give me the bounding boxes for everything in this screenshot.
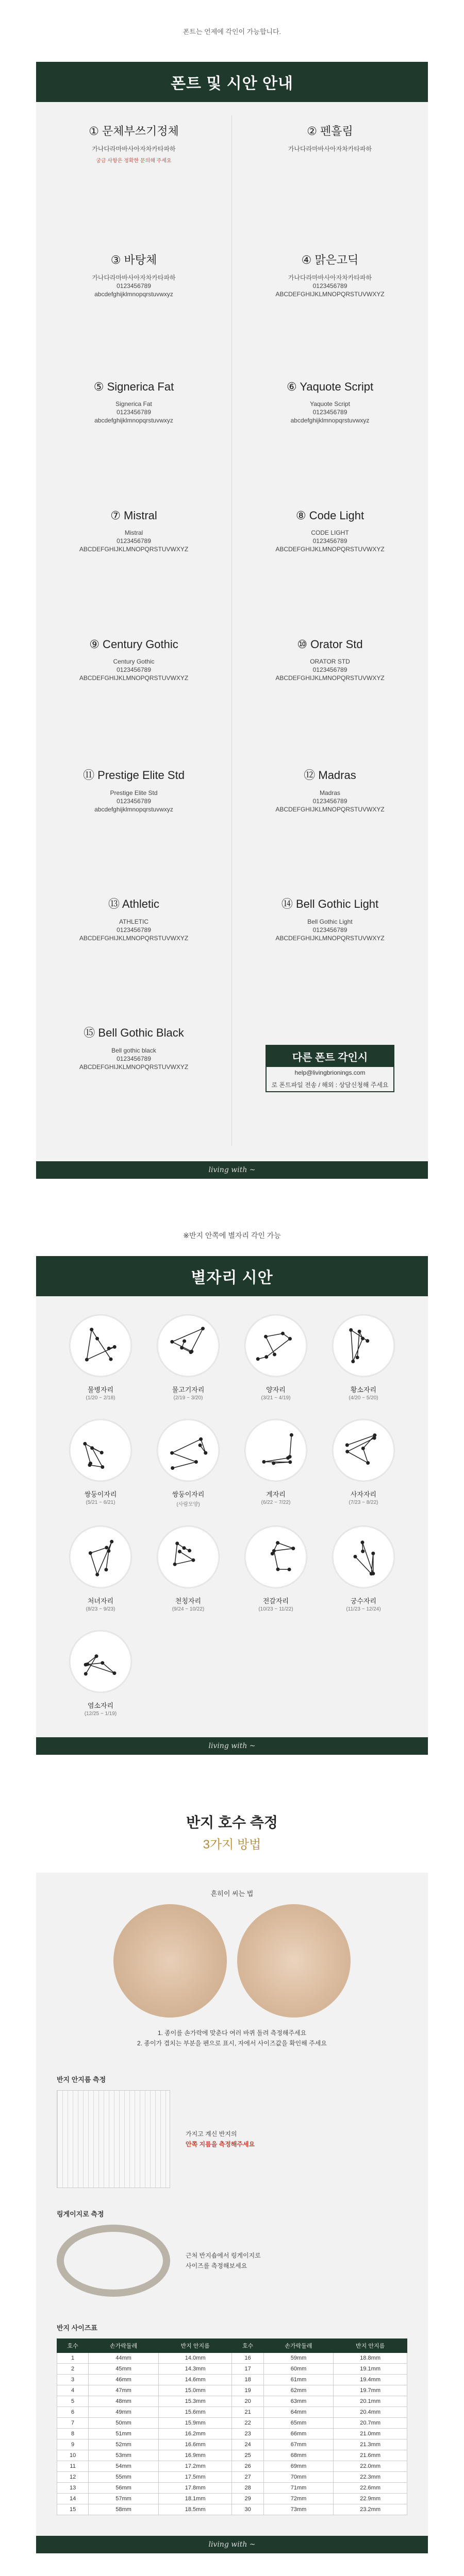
custom-font-note: 로 폰트파일 전송 / 해외 : 상담신청해 주세요 — [271, 1081, 389, 1089]
method3-label: 링게이지로 측정 — [57, 2210, 104, 2218]
constellation-icon — [245, 1526, 307, 1588]
constellation-icon — [70, 1419, 131, 1481]
font-sample: 0123456789 — [312, 798, 347, 805]
table-row — [57, 2504, 407, 2515]
custom-font-email[interactable]: help@livingbrionings.com — [294, 1069, 366, 1076]
table-cell: 44mm — [89, 2353, 159, 2364]
zodiac-date: (10/23 ~ 11/22) — [258, 1606, 293, 1612]
table-cell: 23.2mm — [334, 2504, 407, 2515]
table-cell: 15.9mm — [158, 2418, 232, 2429]
table-cell: 68mm — [263, 2450, 334, 2461]
table-cell: 27 — [232, 2472, 263, 2483]
table-cell: 61mm — [263, 2375, 334, 2385]
zodiac-date: (7/23 ~ 8/22) — [349, 1500, 378, 1505]
size-table-header-cell: 호수 — [57, 2339, 89, 2353]
table-cell: 64mm — [263, 2407, 334, 2418]
font-cta-cell — [232, 1017, 428, 1146]
table-cell: 58mm — [89, 2504, 159, 2515]
table-cell: 21.3mm — [334, 2439, 407, 2450]
size-table-header-cell: 반지 안지름 — [158, 2339, 232, 2353]
font-sample: Madras — [319, 789, 340, 796]
zodiac-item — [144, 1526, 232, 1612]
zodiac-item — [57, 1419, 144, 1507]
table-cell: 17.5mm — [158, 2472, 232, 2483]
table-cell: 16.6mm — [158, 2439, 232, 2450]
table-cell: 22.3mm — [334, 2472, 407, 2483]
constellation-icon — [157, 1419, 219, 1481]
method2-text — [186, 2129, 255, 2149]
font-sample: Century Gothic — [113, 658, 155, 665]
table-row — [57, 2407, 407, 2418]
zodiac-name: 양자리 — [266, 1386, 286, 1394]
zodiac-name: 전갈자리 — [262, 1597, 289, 1605]
font-name: ⑦ Mistral — [110, 509, 157, 522]
table-cell: 13 — [57, 2483, 89, 2494]
zodiac-intro: ※반지 안쪽에 별자리 각인 가능 — [183, 1231, 281, 1240]
table-cell: 62mm — [263, 2385, 334, 2396]
method2-row — [57, 2090, 407, 2188]
table-cell: 22.9mm — [334, 2494, 407, 2504]
font-sample: 0123456789 — [117, 1055, 151, 1062]
zodiac-title: 별자리 시안 — [36, 1256, 428, 1296]
table-cell: 18 — [232, 2375, 263, 2385]
table-cell: 15.6mm — [158, 2407, 232, 2418]
table-cell: 19.4mm — [334, 2375, 407, 2385]
font-sample: 0123456789 — [312, 926, 347, 934]
zodiac-item — [232, 1315, 320, 1401]
table-cell: 71mm — [263, 2483, 334, 2494]
font-card — [36, 631, 232, 759]
table-cell: 14 — [57, 2494, 89, 2504]
size-table-header-cell: 손가락둘레 — [89, 2339, 159, 2353]
table-cell: 21.6mm — [334, 2450, 407, 2461]
zodiac-name: 처녀자리 — [87, 1597, 114, 1605]
font-sample: Yaquote Script — [310, 400, 350, 408]
zodiac-item — [57, 1315, 144, 1401]
table-cell: 5 — [57, 2396, 89, 2407]
size-table — [57, 2338, 407, 2515]
zodiac-name: 쌍둥이자리 — [84, 1490, 117, 1498]
table-row — [57, 2450, 407, 2461]
font-name: ② 펜흘림 — [307, 125, 353, 138]
ring-footer: living with ~ — [36, 2536, 428, 2553]
font-name: ⑧ Code Light — [295, 509, 364, 522]
constellation-icon — [333, 1419, 394, 1481]
font-name: ⑪ Prestige Elite Std — [83, 769, 185, 782]
zodiac-item — [57, 1631, 144, 1717]
font-sample: abcdefghijklmnopqrstuvwxyz — [94, 291, 173, 298]
zodiac-name: 천칭자리 — [175, 1597, 202, 1605]
table-cell: 11 — [57, 2461, 89, 2472]
table-cell: 15.3mm — [158, 2396, 232, 2407]
font-grid — [36, 102, 428, 1161]
table-cell: 10 — [57, 2450, 89, 2461]
font-sample: 0123456789 — [312, 282, 347, 290]
zodiac-item — [232, 1419, 320, 1507]
table-cell: 29 — [232, 2494, 263, 2504]
zodiac-date: (사람모양) — [176, 1502, 200, 1507]
table-cell: 4 — [57, 2385, 89, 2396]
zodiac-name: 염소자리 — [87, 1702, 114, 1709]
table-cell: 59mm — [263, 2353, 334, 2364]
font-sample: ABCDEFGHIJKLMNOPQRSTUVWXYZ — [275, 806, 385, 813]
table-cell: 1 — [57, 2353, 89, 2364]
constellation-icon — [245, 1315, 307, 1377]
table-cell: 20.4mm — [334, 2407, 407, 2418]
size-table-body — [57, 2353, 407, 2515]
zodiac-date: (8/23 ~ 9/23) — [86, 1606, 115, 1612]
table-cell: 25 — [232, 2450, 263, 2461]
font-name: ⑭ Bell Gothic Light — [281, 897, 379, 910]
table-cell: 18.1mm — [158, 2494, 232, 2504]
font-sample: 0123456789 — [117, 666, 151, 673]
font-sample: 0123456789 — [312, 409, 347, 416]
table-cell: 52mm — [89, 2439, 159, 2450]
zodiac-item — [144, 1419, 232, 1507]
zodiac-item — [320, 1315, 407, 1401]
table-cell: 19 — [232, 2385, 263, 2396]
font-card — [36, 759, 232, 888]
hand-paper-image-2 — [237, 1904, 351, 2018]
zodiac-date: (6/22 ~ 7/22) — [261, 1500, 291, 1505]
font-sample: ATHLETIC — [119, 918, 149, 925]
ring-title — [0, 1755, 464, 1852]
font-sample: 0123456789 — [117, 926, 151, 934]
font-note: 궁금 사항은 정확한 문의해 주세요 — [96, 158, 172, 164]
table-cell: 66mm — [263, 2429, 334, 2439]
ruler-ring-image — [57, 2090, 170, 2188]
font-sample: CODE LIGHT — [311, 529, 349, 536]
method1-line1: 1. 종이를 손가락에 맞춘다 여러 바퀴 돌려 측정해주세요 — [157, 2029, 307, 2037]
table-row — [57, 2494, 407, 2504]
zodiac-date: (1/20 ~ 2/18) — [86, 1395, 115, 1401]
constellation-icon — [70, 1315, 131, 1377]
method3-text-2: 사이즈를 측정해보세요 — [186, 2262, 247, 2269]
table-cell: 23 — [232, 2429, 263, 2439]
table-cell: 22.6mm — [334, 2483, 407, 2494]
size-table-header-cell: 호수 — [232, 2339, 263, 2353]
table-cell: 8 — [57, 2429, 89, 2439]
ring-panel — [36, 1873, 428, 2536]
font-name: ⑮ Bell Gothic Black — [84, 1026, 184, 1039]
zodiac-item — [320, 1419, 407, 1507]
zodiac-name: 물병자리 — [87, 1386, 114, 1394]
font-name: ⑨ Century Gothic — [89, 638, 178, 651]
table-cell: 69mm — [263, 2461, 334, 2472]
table-cell: 7 — [57, 2418, 89, 2429]
font-card — [36, 373, 232, 502]
table-cell: 19.1mm — [334, 2364, 407, 2375]
method2-text-2: 안쪽 지름을 측정해주세요 — [186, 2141, 255, 2148]
font-sample: ABCDEFGHIJKLMNOPQRSTUVWXYZ — [79, 1063, 189, 1071]
zodiac-panel — [36, 1256, 428, 1755]
table-cell: 14.0mm — [158, 2353, 232, 2364]
font-guide-footer: living with ~ — [36, 1161, 428, 1179]
font-sample: ABCDEFGHIJKLMNOPQRSTUVWXYZ — [275, 546, 385, 553]
zodiac-name: 궁수자리 — [350, 1597, 377, 1605]
table-cell: 65mm — [263, 2418, 334, 2429]
table-cell: 63mm — [263, 2396, 334, 2407]
zodiac-date: (11/23 ~ 12/24) — [346, 1606, 381, 1612]
size-table-header-cell: 반지 안지름 — [334, 2339, 407, 2353]
font-card — [36, 888, 232, 1017]
font-sample: 가나다라마바사아자차카타파하 — [92, 145, 176, 152]
table-cell: 15.0mm — [158, 2385, 232, 2396]
table-cell: 60mm — [263, 2364, 334, 2375]
font-sample: Bell Gothic Light — [307, 918, 353, 925]
font-card — [232, 759, 428, 888]
size-table-header-cell: 손가락둘레 — [263, 2339, 334, 2353]
table-cell: 50mm — [89, 2418, 159, 2429]
table-row — [57, 2375, 407, 2385]
table-cell: 70mm — [263, 2472, 334, 2483]
font-card — [232, 244, 428, 373]
method2-text-1: 가지고 계신 반지의 — [186, 2130, 237, 2138]
table-cell: 49mm — [89, 2407, 159, 2418]
zodiac-name: 물고기자리 — [172, 1386, 205, 1394]
table-row — [57, 2353, 407, 2364]
font-name: ⑩ Orator Std — [297, 638, 363, 651]
table-row — [57, 2429, 407, 2439]
font-name: ③ 바탕체 — [110, 253, 157, 266]
table-cell: 48mm — [89, 2396, 159, 2407]
font-sample: Signerica Fat — [115, 400, 152, 408]
table-cell: 67mm — [263, 2439, 334, 2450]
font-sample: Prestige Elite Std — [110, 789, 158, 796]
font-sample: 0123456789 — [117, 537, 151, 545]
method1-images — [57, 1904, 407, 2018]
table-cell: 21.0mm — [334, 2429, 407, 2439]
constellation-icon — [245, 1419, 307, 1481]
table-cell: 20.7mm — [334, 2418, 407, 2429]
table-cell: 57mm — [89, 2494, 159, 2504]
font-sample: 가나다라마바사아자차카타파하 — [288, 274, 372, 281]
font-card — [36, 115, 232, 244]
table-cell: 3 — [57, 2375, 89, 2385]
font-sample: 0123456789 — [312, 666, 347, 673]
constellation-icon — [333, 1315, 394, 1377]
table-cell: 15 — [57, 2504, 89, 2515]
zodiac-date: (12/25 ~ 1/19) — [84, 1711, 117, 1717]
table-cell: 18.5mm — [158, 2504, 232, 2515]
ring-footer-wrap — [36, 2536, 428, 2553]
constellation-icon — [157, 1526, 219, 1588]
table-cell: 16.2mm — [158, 2429, 232, 2439]
zodiac-name: 사자자리 — [350, 1490, 377, 1498]
font-sample: 0123456789 — [117, 409, 151, 416]
font-name: ⑫ Madras — [304, 769, 356, 782]
table-cell: 51mm — [89, 2429, 159, 2439]
font-sample: ABCDEFGHIJKLMNOPQRSTUVWXYZ — [275, 935, 385, 942]
font-sample: ABCDEFGHIJKLMNOPQRSTUVWXYZ — [79, 935, 189, 942]
font-card — [232, 373, 428, 502]
font-card — [232, 888, 428, 1017]
table-cell: 14.6mm — [158, 2375, 232, 2385]
table-cell: 2 — [57, 2364, 89, 2375]
table-cell: 16.9mm — [158, 2450, 232, 2461]
font-sample: ABCDEFGHIJKLMNOPQRSTUVWXYZ — [79, 674, 189, 682]
font-card — [36, 502, 232, 631]
font-sample: 0123456789 — [117, 282, 151, 290]
font-card — [232, 631, 428, 759]
table-cell: 14.3mm — [158, 2364, 232, 2375]
table-cell: 22.0mm — [334, 2461, 407, 2472]
method3-text-1: 근처 반지숍에서 링게이지로 — [186, 2252, 261, 2259]
size-table-title: 반지 사이즈표 — [57, 2324, 97, 2332]
font-sample: ORATOR STD — [310, 658, 350, 665]
zodiac-name: 게자리 — [266, 1490, 286, 1498]
table-row — [57, 2364, 407, 2375]
table-cell: 53mm — [89, 2450, 159, 2461]
font-sample: ABCDEFGHIJKLMNOPQRSTUVWXYZ — [275, 674, 385, 682]
font-card — [232, 502, 428, 631]
font-guide-title: 폰트 및 시안 안내 — [36, 62, 428, 102]
table-cell: 45mm — [89, 2364, 159, 2375]
font-name: ① 문체부쓰기정체 — [89, 125, 179, 138]
table-cell: 56mm — [89, 2483, 159, 2494]
font-sample: 0123456789 — [312, 537, 347, 545]
zodiac-date: (4/20 ~ 5/20) — [349, 1395, 378, 1401]
custom-font-title: 다른 폰트 각인시 — [267, 1046, 393, 1067]
font-card — [232, 115, 428, 244]
method1-label: 흔히이 씨는 법 — [210, 1890, 254, 1897]
zodiac-footer: living with ~ — [36, 1737, 428, 1755]
table-cell: 47mm — [89, 2385, 159, 2396]
font-sample: ABCDEFGHIJKLMNOPQRSTUVWXYZ — [275, 291, 385, 298]
method1-line2: 2. 종이가 겹치는 부분을 펜으로 표시, 자에서 사이즈값을 확인해 주세요 — [137, 2040, 327, 2047]
table-row — [57, 2396, 407, 2407]
hand-paper-image-1 — [113, 1904, 227, 2018]
constellation-icon — [157, 1315, 219, 1377]
font-sample: abcdefghijklmnopqrstuvwxyz — [290, 417, 370, 424]
table-cell: 30 — [232, 2504, 263, 2515]
table-row — [57, 2472, 407, 2483]
table-cell: 16 — [232, 2353, 263, 2364]
method1-text — [57, 2028, 407, 2048]
method3-text — [186, 2250, 261, 2271]
table-cell: 20 — [232, 2396, 263, 2407]
ring-gauge-image — [57, 2225, 170, 2297]
font-sample: Bell gothic black — [111, 1047, 156, 1054]
table-cell: 22 — [232, 2418, 263, 2429]
zodiac-date: (2/19 ~ 3/20) — [173, 1395, 203, 1401]
table-cell: 18.8mm — [334, 2353, 407, 2364]
table-cell: 19.7mm — [334, 2385, 407, 2396]
table-cell: 24 — [232, 2439, 263, 2450]
table-cell: 72mm — [263, 2494, 334, 2504]
zodiac-grid — [36, 1296, 428, 1737]
table-cell: 6 — [57, 2407, 89, 2418]
ring-title-sub: 3가지 방법 — [203, 1838, 261, 1852]
font-sample: 0123456789 — [117, 798, 151, 805]
table-row — [57, 2439, 407, 2450]
zodiac-item — [320, 1526, 407, 1612]
zodiac-date: (9/24 ~ 10/22) — [172, 1606, 205, 1612]
table-cell: 12 — [57, 2472, 89, 2483]
zodiac-name: 쌍둥이자리 — [172, 1490, 205, 1498]
font-sample: abcdefghijklmnopqrstuvwxyz — [94, 417, 173, 424]
table-row — [57, 2385, 407, 2396]
font-name: ⑥ Yaquote Script — [286, 380, 374, 393]
ring-title-main: 반지 호수 측정 — [186, 1815, 278, 1831]
table-cell: 46mm — [89, 2375, 159, 2385]
table-row — [57, 2418, 407, 2429]
font-guide-panel — [36, 62, 428, 1179]
font-sample: ABCDEFGHIJKLMNOPQRSTUVWXYZ — [79, 546, 189, 553]
method3-row — [57, 2225, 407, 2297]
table-cell: 17 — [232, 2364, 263, 2375]
table-cell: 17.2mm — [158, 2461, 232, 2472]
table-cell: 17.8mm — [158, 2483, 232, 2494]
font-sample: Mistral — [124, 529, 143, 536]
font-card — [36, 1017, 232, 1146]
font-name: ⑬ Athletic — [108, 897, 160, 910]
size-table-header — [57, 2339, 407, 2353]
table-cell: 28 — [232, 2483, 263, 2494]
zodiac-name: 황소자리 — [350, 1386, 377, 1394]
table-cell: 20.1mm — [334, 2396, 407, 2407]
table-cell: 55mm — [89, 2472, 159, 2483]
constellation-icon — [70, 1526, 131, 1588]
table-cell: 54mm — [89, 2461, 159, 2472]
font-name: ⑤ Signerica Fat — [93, 380, 174, 393]
zodiac-item — [144, 1315, 232, 1401]
font-card — [36, 244, 232, 373]
font-sample: 가나다라마바사아자차카타파하 — [92, 274, 176, 281]
table-cell: 9 — [57, 2439, 89, 2450]
font-sample: 가나다라마바사아자차카타파하 — [288, 145, 372, 152]
table-cell: 26 — [232, 2461, 263, 2472]
table-cell: 21 — [232, 2407, 263, 2418]
zodiac-date: (5/21 ~ 6/21) — [86, 1500, 115, 1505]
constellation-icon — [333, 1526, 394, 1588]
zodiac-date: (3/21 ~ 4/19) — [261, 1395, 291, 1401]
table-cell: 73mm — [263, 2504, 334, 2515]
custom-font-box — [266, 1045, 394, 1092]
table-row — [57, 2461, 407, 2472]
constellation-icon — [70, 1631, 131, 1692]
table-row — [57, 2483, 407, 2494]
font-name: ④ 맑은고딕 — [301, 253, 359, 266]
font-sample: abcdefghijklmnopqrstuvwxyz — [94, 806, 173, 813]
method2-label: 반지 안지름 측정 — [57, 2076, 106, 2083]
zodiac-item — [232, 1526, 320, 1612]
header-note: 폰트는 언제에 각인이 가능합니다. — [183, 27, 281, 36]
zodiac-item — [57, 1526, 144, 1612]
